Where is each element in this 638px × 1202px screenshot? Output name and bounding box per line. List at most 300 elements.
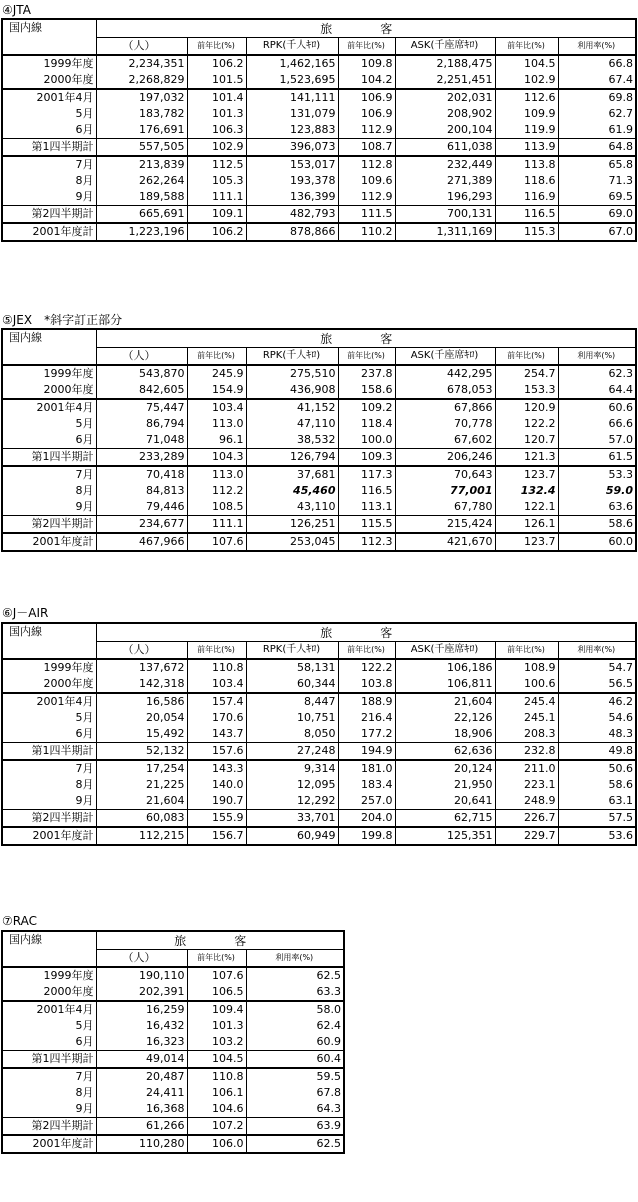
table-rac [1,930,345,1154]
cell-rpk: 126,794 [246,449,338,467]
cell-rpk: 123,883 [246,122,338,139]
cell-rpk: 131,079 [246,106,338,122]
cell-load-factor: 50.6 [558,760,636,777]
domestic-header: 国内線 [2,931,96,967]
cell-load-factor: 67.8 [246,1085,344,1101]
cell-yoy: 120.9 [495,399,558,416]
cell-load-factor: 63.3 [246,984,344,1001]
col-header-load-factor: 利用率(%) [558,38,636,56]
col-header-yoy: 前年比(%) [187,348,246,366]
cell-load-factor: 60.9 [246,1034,344,1051]
row-label: 1999年度 [2,55,96,72]
cell-yoy: 237.8 [338,365,395,382]
column-header-row [2,642,636,660]
table-jair [1,622,637,846]
cell-rpk: 38,532 [246,432,338,449]
cell-yoy: 126.1 [495,516,558,534]
cell-rpk: 8,050 [246,726,338,743]
col-header-load-factor: 利用率(%) [558,642,636,660]
cell-ask: 67,602 [395,432,495,449]
table-row [2,967,344,984]
cell-yoy: 101.3 [187,106,246,122]
cell-persons: 2,234,351 [96,55,187,72]
cell-yoy: 110.8 [187,659,246,676]
cell-yoy: 157.6 [187,743,246,761]
cell-persons: 21,604 [96,793,187,810]
cell-yoy: 156.7 [187,827,246,845]
cell-load-factor: 61.9 [558,122,636,139]
cell-yoy: 100.0 [338,432,395,449]
col-header-yoy: 前年比(%) [338,38,395,56]
cell-yoy: 106.9 [338,89,395,106]
cell-yoy: 104.5 [187,1051,246,1069]
cell-ask: 232,449 [395,156,495,173]
cell-ask: 200,104 [395,122,495,139]
cell-yoy: 107.6 [187,967,246,984]
cell-rpk: 141,111 [246,89,338,106]
row-label: 1999年度 [2,659,96,676]
row-label: 6月 [2,122,96,139]
row-label: 2001年度計 [2,827,96,845]
table-row [2,1068,344,1085]
cell-rpk: 275,510 [246,365,338,382]
row-label: 2000年度 [2,382,96,399]
table-row [2,1118,344,1136]
cell-load-factor: 62.3 [558,365,636,382]
section-title-jex: ⑤JEX *斜字訂正部分 [2,313,123,327]
table-row [2,416,636,432]
cell-load-factor: 64.3 [246,1101,344,1118]
cell-persons: 189,588 [96,189,187,206]
col-header-yoy: 前年比(%) [187,950,246,968]
cell-rpk-corrected: 45,460 [246,483,338,499]
cell-persons: 75,447 [96,399,187,416]
cell-rpk: 126,251 [246,516,338,534]
col-header-yoy: 前年比(%) [495,642,558,660]
col-header-ask: ASK(千座席ｷﾛ) [395,642,495,660]
cell-persons: 183,782 [96,106,187,122]
cell-yoy: 204.0 [338,810,395,828]
cell-load-factor-corrected: 59.0 [558,483,636,499]
col-header-yoy: 前年比(%) [187,642,246,660]
cell-persons: 84,813 [96,483,187,499]
table-row [2,1085,344,1101]
cell-ask: 1,311,169 [395,223,495,241]
cell-yoy: 123.7 [495,466,558,483]
row-label: 9月 [2,793,96,810]
passengers-header: 旅 客 [96,931,344,950]
cell-persons: 16,259 [96,1001,187,1018]
cell-yoy: 115.5 [338,516,395,534]
cell-yoy: 109.1 [187,206,246,224]
cell-persons: 176,691 [96,122,187,139]
cell-yoy: 120.7 [495,432,558,449]
table-row [2,89,636,106]
cell-yoy: 208.3 [495,726,558,743]
table-row [2,1135,344,1153]
cell-yoy: 106.2 [187,55,246,72]
cell-yoy: 229.7 [495,827,558,845]
cell-persons: 49,014 [96,1051,187,1069]
cell-ask: 67,866 [395,399,495,416]
cell-load-factor: 60.4 [246,1051,344,1069]
section-title-jta: ④JTA [2,3,31,17]
cell-yoy: 100.6 [495,676,558,693]
row-label: 8月 [2,1085,96,1101]
cell-yoy: 104.6 [187,1101,246,1118]
cell-ask: 206,246 [395,449,495,467]
cell-yoy: 112.2 [187,483,246,499]
header-row [2,19,636,38]
cell-yoy: 113.1 [338,499,395,516]
cell-yoy: 122.1 [495,499,558,516]
cell-ask: 20,641 [395,793,495,810]
cell-rpk: 27,248 [246,743,338,761]
cell-yoy: 113.0 [187,466,246,483]
cell-load-factor: 53.3 [558,466,636,483]
cell-rpk: 37,681 [246,466,338,483]
cell-rpk: 482,793 [246,206,338,224]
cell-rpk: 436,908 [246,382,338,399]
cell-yoy: 117.3 [338,466,395,483]
table-row [2,499,636,516]
cell-persons: 15,492 [96,726,187,743]
cell-rpk: 12,292 [246,793,338,810]
cell-yoy: 108.5 [187,499,246,516]
table-row [2,432,636,449]
cell-yoy: 115.3 [495,223,558,241]
cell-yoy: 104.2 [338,72,395,89]
col-header-ask: ASK(千座席ｷﾛ) [395,348,495,366]
domestic-header: 国内線 [2,19,96,55]
table-row [2,984,344,1001]
col-header-load-factor: 利用率(%) [558,348,636,366]
cell-load-factor: 63.6 [558,499,636,516]
row-label: 2001年度計 [2,223,96,241]
cell-rpk: 1,523,695 [246,72,338,89]
cell-persons: 543,870 [96,365,187,382]
cell-rpk: 10,751 [246,710,338,726]
cell-rpk: 253,045 [246,533,338,551]
cell-ask: 67,780 [395,499,495,516]
table-row [2,710,636,726]
row-label: 1999年度 [2,365,96,382]
cell-load-factor: 66.6 [558,416,636,432]
cell-persons: 234,677 [96,516,187,534]
table-jex [1,328,637,552]
cell-yoy: 116.5 [338,483,395,499]
cell-persons: 142,318 [96,676,187,693]
row-label: 2000年度 [2,984,96,1001]
cell-yoy: 199.8 [338,827,395,845]
cell-ask: 678,053 [395,382,495,399]
table-row [2,777,636,793]
cell-ask-corrected: 77,001 [395,483,495,499]
cell-yoy: 143.7 [187,726,246,743]
table-row [2,173,636,189]
row-label: 2001年4月 [2,693,96,710]
cell-load-factor: 65.8 [558,156,636,173]
table-row [2,122,636,139]
cell-yoy: 107.2 [187,1118,246,1136]
cell-ask: 18,906 [395,726,495,743]
table-row [2,399,636,416]
table-row [2,1101,344,1118]
cell-rpk: 193,378 [246,173,338,189]
cell-persons: 137,672 [96,659,187,676]
row-label: 7月 [2,156,96,173]
cell-yoy: 112.9 [338,122,395,139]
cell-ask: 20,124 [395,760,495,777]
cell-yoy: 118.4 [338,416,395,432]
cell-ask: 421,670 [395,533,495,551]
cell-rpk: 8,447 [246,693,338,710]
cell-persons: 21,225 [96,777,187,793]
cell-load-factor: 53.6 [558,827,636,845]
row-label: 7月 [2,1068,96,1085]
passengers-header: 旅 客 [96,623,636,642]
cell-persons: 842,605 [96,382,187,399]
cell-persons: 20,487 [96,1068,187,1085]
row-label: 2001年4月 [2,89,96,106]
cell-yoy: 155.9 [187,810,246,828]
cell-rpk: 153,017 [246,156,338,173]
cell-load-factor: 66.8 [558,55,636,72]
cell-ask: 196,293 [395,189,495,206]
cell-ask: 442,295 [395,365,495,382]
row-label: 第2四半期計 [2,206,96,224]
cell-load-factor: 62.5 [246,967,344,984]
row-label: 5月 [2,1018,96,1034]
row-label: 9月 [2,189,96,206]
table-row [2,659,636,676]
cell-load-factor: 62.5 [246,1135,344,1153]
cell-yoy: 108.9 [495,659,558,676]
table-row [2,483,636,499]
cell-yoy: 170.6 [187,710,246,726]
cell-ask: 271,389 [395,173,495,189]
cell-persons: 70,418 [96,466,187,483]
cell-load-factor: 48.3 [558,726,636,743]
header-row [2,329,636,348]
cell-rpk: 33,701 [246,810,338,828]
cell-yoy: 232.8 [495,743,558,761]
cell-yoy: 183.4 [338,777,395,793]
cell-load-factor: 71.3 [558,173,636,189]
cell-rpk: 47,110 [246,416,338,432]
cell-load-factor: 58.6 [558,516,636,534]
cell-rpk: 136,399 [246,189,338,206]
cell-yoy: 122.2 [338,659,395,676]
row-label: 第1四半期計 [2,743,96,761]
cell-yoy: 158.6 [338,382,395,399]
cell-yoy: 107.6 [187,533,246,551]
cell-load-factor: 60.0 [558,533,636,551]
row-label: 第2四半期計 [2,516,96,534]
table-row [2,55,636,72]
cell-load-factor: 46.2 [558,693,636,710]
row-label: 第1四半期計 [2,139,96,157]
cell-ask: 611,038 [395,139,495,157]
cell-yoy: 245.4 [495,693,558,710]
cell-yoy: 226.7 [495,810,558,828]
cell-ask: 70,643 [395,466,495,483]
cell-yoy: 105.3 [187,173,246,189]
cell-yoy: 111.5 [338,206,395,224]
table-row [2,72,636,89]
table-row [2,223,636,241]
cell-yoy: 121.3 [495,449,558,467]
cell-yoy: 248.9 [495,793,558,810]
cell-load-factor: 59.5 [246,1068,344,1085]
cell-yoy: 106.1 [187,1085,246,1101]
cell-yoy: 211.0 [495,760,558,777]
cell-ask: 21,604 [395,693,495,710]
cell-load-factor: 63.9 [246,1118,344,1136]
cell-yoy: 245.1 [495,710,558,726]
cell-persons: 24,411 [96,1085,187,1101]
table-row [2,743,636,761]
cell-ask: 70,778 [395,416,495,432]
row-label: 7月 [2,760,96,777]
cell-yoy: 116.5 [495,206,558,224]
cell-load-factor: 61.5 [558,449,636,467]
table-jta [1,18,637,242]
cell-yoy: 216.4 [338,710,395,726]
col-header-yoy: 前年比(%) [338,348,395,366]
cell-yoy: 112.6 [495,89,558,106]
col-header-rpk: RPK(千人ｷﾛ) [246,38,338,56]
cell-ask: 215,424 [395,516,495,534]
row-label: 5月 [2,106,96,122]
cell-yoy: 112.9 [338,189,395,206]
cell-load-factor: 57.0 [558,432,636,449]
row-label: 8月 [2,777,96,793]
cell-persons: 213,839 [96,156,187,173]
cell-yoy: 103.4 [187,676,246,693]
cell-ask: 208,902 [395,106,495,122]
cell-persons: 60,083 [96,810,187,828]
table-row [2,466,636,483]
row-label: 8月 [2,483,96,499]
cell-yoy: 190.7 [187,793,246,810]
table-row [2,793,636,810]
cell-load-factor: 69.5 [558,189,636,206]
row-label: 第2四半期計 [2,810,96,828]
row-label: 1999年度 [2,967,96,984]
table-row [2,810,636,828]
cell-yoy: 122.2 [495,416,558,432]
cell-yoy: 102.9 [187,139,246,157]
cell-yoy: 154.9 [187,382,246,399]
cell-yoy: 181.0 [338,760,395,777]
row-label: 2000年度 [2,676,96,693]
header-row [2,623,636,642]
col-header-yoy: 前年比(%) [495,38,558,56]
cell-rpk: 60,344 [246,676,338,693]
row-label: 7月 [2,466,96,483]
cell-yoy-corrected: 132.4 [495,483,558,499]
cell-yoy: 106.3 [187,122,246,139]
col-header-yoy: 前年比(%) [495,348,558,366]
cell-yoy: 157.4 [187,693,246,710]
cell-persons: 16,432 [96,1018,187,1034]
cell-load-factor: 57.5 [558,810,636,828]
cell-load-factor: 58.6 [558,777,636,793]
cell-yoy: 111.1 [187,189,246,206]
cell-persons: 79,446 [96,499,187,516]
cell-yoy: 103.8 [338,676,395,693]
cell-persons: 17,254 [96,760,187,777]
cell-yoy: 101.4 [187,89,246,106]
column-header-row [2,38,636,56]
cell-persons: 467,966 [96,533,187,551]
header-row [2,931,344,950]
cell-yoy: 106.0 [187,1135,246,1153]
cell-load-factor: 64.4 [558,382,636,399]
col-header-rpk: RPK(千人ｷﾛ) [246,348,338,366]
cell-load-factor: 54.6 [558,710,636,726]
cell-persons: 197,032 [96,89,187,106]
cell-persons: 202,391 [96,984,187,1001]
cell-ask: 62,636 [395,743,495,761]
cell-ask: 22,126 [395,710,495,726]
cell-yoy: 254.7 [495,365,558,382]
cell-load-factor: 49.8 [558,743,636,761]
cell-yoy: 113.0 [187,416,246,432]
cell-persons: 262,264 [96,173,187,189]
row-label: 2000年度 [2,72,96,89]
cell-yoy: 188.9 [338,693,395,710]
table-row [2,760,636,777]
col-header-persons: （人） [96,38,187,56]
cell-persons: 233,289 [96,449,187,467]
cell-yoy: 257.0 [338,793,395,810]
cell-load-factor: 54.7 [558,659,636,676]
cell-yoy: 112.3 [338,533,395,551]
table-row [2,1018,344,1034]
cell-persons: 2,268,829 [96,72,187,89]
row-label: 9月 [2,499,96,516]
cell-yoy: 119.9 [495,122,558,139]
cell-yoy: 104.5 [495,55,558,72]
cell-yoy: 109.9 [495,106,558,122]
cell-persons: 112,215 [96,827,187,845]
cell-yoy: 112.8 [338,156,395,173]
col-header-yoy: 前年比(%) [187,38,246,56]
section-title-rac: ⑦RAC [2,914,37,928]
domestic-header: 国内線 [2,329,96,365]
table-row [2,693,636,710]
table-row [2,1034,344,1051]
cell-yoy: 101.5 [187,72,246,89]
cell-yoy: 123.7 [495,533,558,551]
cell-yoy: 109.3 [338,449,395,467]
cell-persons: 1,223,196 [96,223,187,241]
cell-yoy: 194.9 [338,743,395,761]
cell-rpk: 60,949 [246,827,338,845]
cell-load-factor: 69.0 [558,206,636,224]
row-label: 6月 [2,1034,96,1051]
row-label: 6月 [2,726,96,743]
row-label: 2001年度計 [2,533,96,551]
cell-yoy: 113.8 [495,156,558,173]
cell-yoy: 103.4 [187,399,246,416]
cell-load-factor: 62.4 [246,1018,344,1034]
cell-yoy: 153.3 [495,382,558,399]
table-row [2,1001,344,1018]
row-label: 第2四半期計 [2,1118,96,1136]
